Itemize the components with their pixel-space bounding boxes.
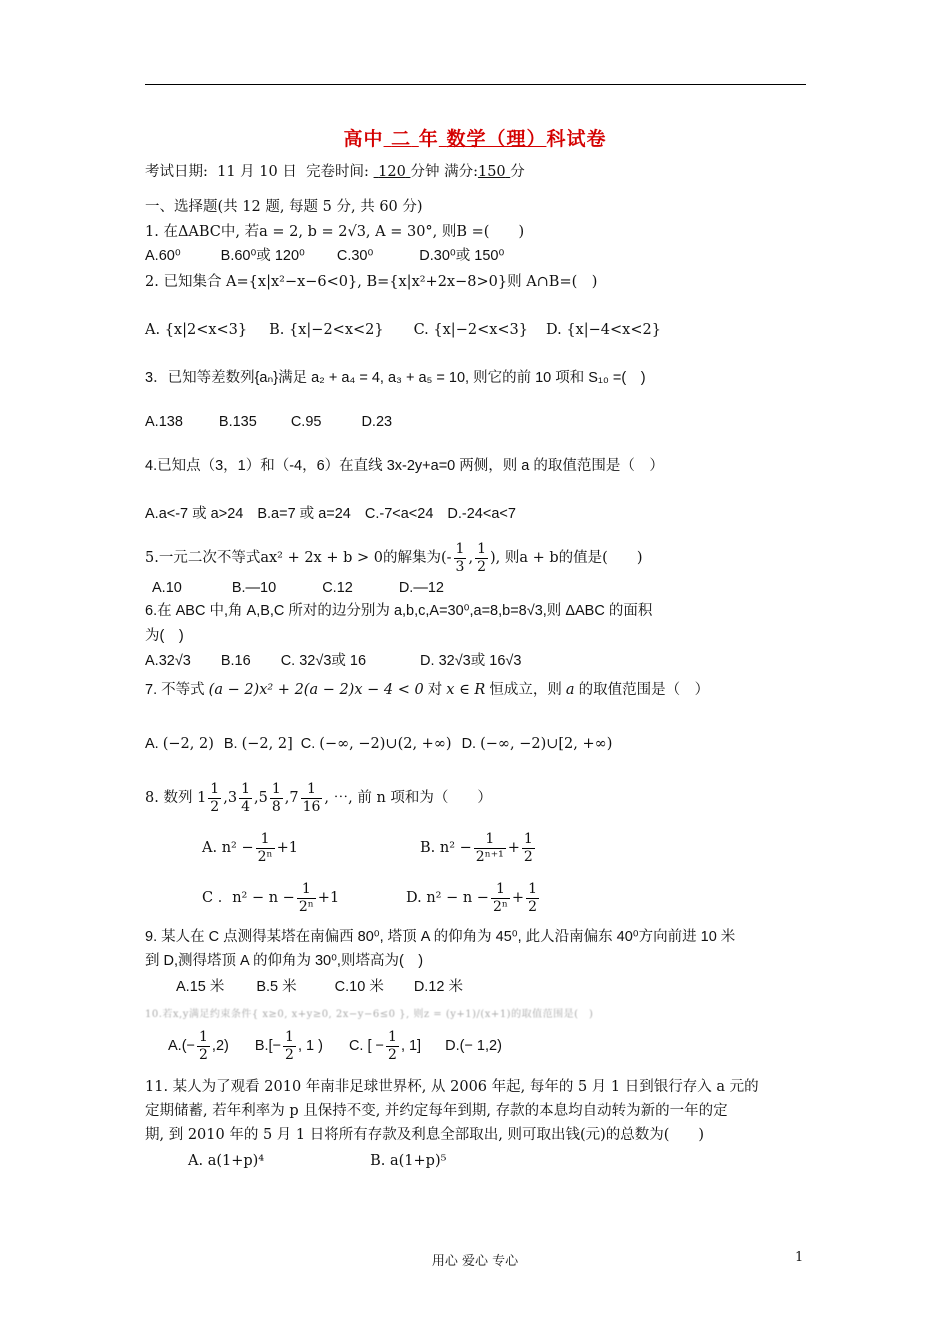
q8-option-c: C ．n² − n − $\frac{1}{\text{2ⁿ}}$ +1 xyxy=(202,880,340,915)
q9-stem-line2: 到 D,测得塔顶 A 的仰角为 30⁰,则塔高为( ) xyxy=(145,953,424,969)
q10-options: A.(− $\frac{1}{2}$ ,2) B.[− $\frac{1}{2}$ , 1 ) C. [ − $\frac{1}{2}$ , 1] D.(− 1,2) xyxy=(168,1028,502,1063)
q11-line2: 定期储蓄, 若年利率为 p 且保持不变, 并约定每年到期, 存款的本息均自动转为新的一年的定 xyxy=(145,1103,728,1119)
q4-options: A.a<-7 或 a>24 B.a=7 或 a=24 C.-7<a<24 D.-24<a<7 xyxy=(145,506,516,522)
q1-stem: 1. 在ΔABC中, 若a = 2, b = 2√3, A = 30°, 则B =( ) xyxy=(145,224,525,240)
q4-stem: 4.已知点（3，1）和（-4，6）在直线 3x-2y+a=0 两侧，则 a 的取值范围是（ ） xyxy=(145,458,664,474)
q7-stem: 7. 不等式 (a − 2)x² + 2(a − 2)x − 4 < 0 对 x ∈ R 恒成立，则 a 的取值范围是（ ） xyxy=(145,682,710,698)
q8-option-b: B. n² − $\frac{1}{\text{2ⁿ⁺¹}}$ + $\frac{1}{2}$ xyxy=(420,830,533,865)
page-footer: 用心 爱心 专心 xyxy=(431,1254,519,1269)
q8-stem: 8. 数列 1 $\frac{1}{2}$ ,3 $\frac{1}{4}$ ,5 $\frac{1}{8}$ ,7 $\frac{1}{16}$ , ⋯, 前 n 项和为（ ） xyxy=(145,780,492,815)
q6-stem-line1: 6.在 ABC 中,角 A,B,C 所对的边分别为 a,b,c,A=30⁰,a=8,b=8√3,则 ΔABC 的面积 xyxy=(145,603,653,619)
q6-stem-line2: 为( ) xyxy=(145,628,184,644)
q8-term-1: $\frac{1}{2}$ xyxy=(210,780,220,815)
q5-stem: 5.一元二次不等式ax² + 2x + b > 0的解集为(- $\frac{1}{3}$ , $\frac{1}{2}$ ), 则a + b的值是( ) xyxy=(145,540,643,575)
q2-stem: 2. 已知集合 A={x|x²−x−6<0}, B={x|x²+2x−8>0}则 A∩B=( ) xyxy=(145,274,598,290)
q8-term-2: $\frac{1}{4}$ xyxy=(241,780,250,815)
q11-options: A. a(1+p)⁴ B. a(1+p)⁵ xyxy=(188,1153,447,1169)
q8-term-4: $\frac{1}{16}$ xyxy=(302,780,321,815)
q7-options: A. (−2, 2) B. (−2, 2] C. (−∞, −2)∪(2, +∞) D. (−∞, −2)∪[2, +∞) xyxy=(145,736,613,752)
q5-fraction-2: $\frac{1}{2}$ xyxy=(477,540,486,575)
q8-option-a: A. n² − $\frac{1}{\text{2ⁿ}}$ +1 xyxy=(202,830,298,865)
q8-term-3: $\frac{1}{8}$ xyxy=(271,780,281,815)
q11-line1: 11. 某人为了观看 2010 年南非足球世界杯, 从 2006 年起, 每年的 5 月 1 日到银行存入 a 元的 xyxy=(145,1079,759,1095)
page-title: 高中 二 年 数学（理）科试卷 xyxy=(343,128,607,150)
q5-fraction-1: $\frac{1}{3}$ xyxy=(455,540,465,575)
q11-line3: 期, 到 2010 年的 5 月 1 日将所有存款及利息全部取出, 则可取出钱(元)的总数为( ) xyxy=(145,1127,705,1143)
q3-stem: 3．已知等差数列{aₙ}满足 a₂ + a₄ = 4, a₃ + a₅ = 10, 则它的前 10 项和 S₁₀ =( ) xyxy=(145,370,646,386)
q9-stem-line1: 9. 某人在 C 点测得某塔在南偏西 80⁰, 塔顶 A 的仰角为 45⁰, 此人沿南偏东 40⁰方向前进 10 米 xyxy=(145,929,736,945)
section-heading: 一、选择题(共 12 题, 每题 5 分, 共 60 分) xyxy=(145,199,423,215)
q8-option-d: D. n² − n − $\frac{1}{\text{2ⁿ}}$ + $\frac{1}{2}$ xyxy=(406,880,537,915)
q3-options: A.138 B.135 C.95 D.23 xyxy=(145,414,393,430)
q10-stem-faint: 10.若x,y满足约束条件{ x≥0, x+y≥0, 2x−y−6≤0 }, 则z = (y+1)/(x+1)的取值范围是( ) xyxy=(145,1009,594,1020)
page-number: 1 xyxy=(795,1250,804,1265)
q6-options: A.32√3 B.16 C. 32√3或 16 D. 32√3或 16√3 xyxy=(145,653,522,669)
q5-options: A.10 B.—10 C.12 D.—12 xyxy=(152,580,444,596)
q2-options: A. {x|2<x<3} B. {x|−2<x<2} C. {x|−2<x<3} D. {x|−4<x<2} xyxy=(145,322,661,338)
q1-options: A.60⁰ B.60⁰或 120⁰ C.30⁰ D.30⁰或 150⁰ xyxy=(145,248,505,264)
header-rule xyxy=(145,84,806,85)
exam-info: 考试日期: 11 月 10 日 完卷时间: 120 分钟 满分:150 分 xyxy=(145,164,525,180)
q9-options: A.15 米 B.5 米 C.10 米 D.12 米 xyxy=(176,979,463,995)
